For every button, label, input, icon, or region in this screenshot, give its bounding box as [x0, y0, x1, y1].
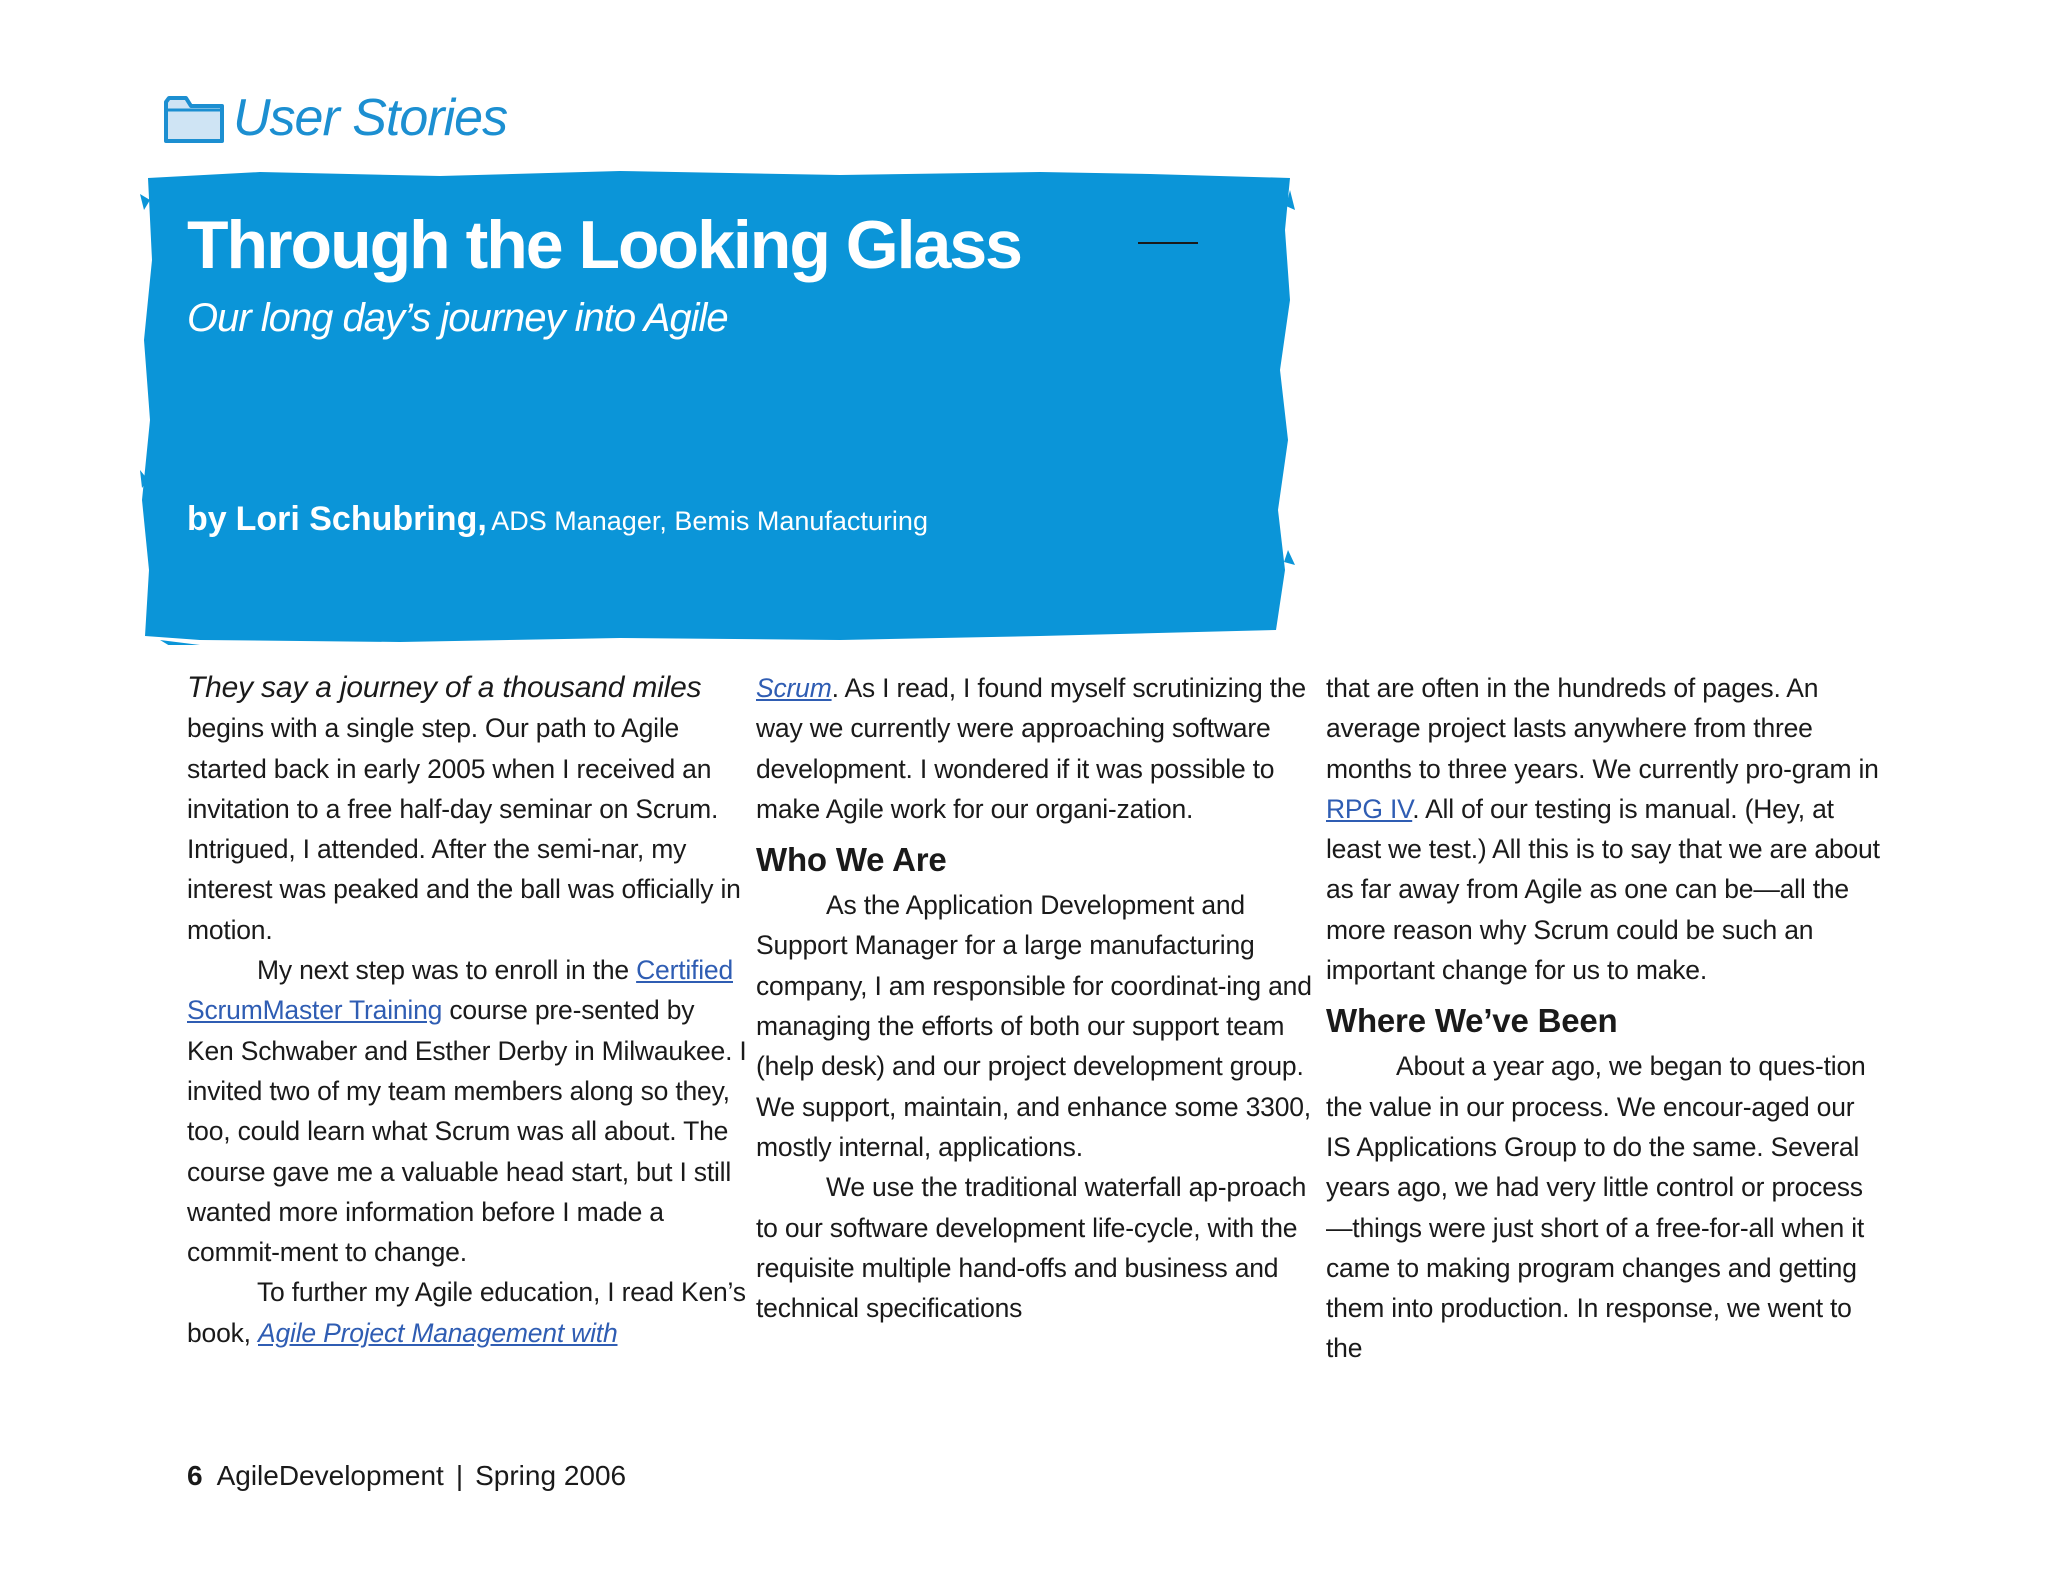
paragraph: My next step was to enroll in the Certified ScrumMaster Training course pre-sented by Ken Schwaber and Esther Derby in Milwaukee. I invited two of my team members along so they, too, could learn what Scrum was all about. The course gave me a valuable head start, but I still wanted more information before I made a commit-ment to change.	[187, 955, 747, 1268]
section-label-text: User Stories	[233, 89, 508, 147]
column-1	[187, 668, 747, 1353]
author-name: Lori Schubring,	[235, 500, 487, 538]
byline-prefix: by	[187, 500, 227, 538]
paragraph: We use the traditional waterfall ap-proach to our software development life-cycle, with the requisite multiple hand-offs and business and technical specifications	[756, 1172, 1307, 1324]
paragraph: that are often in the hundreds of pages. An average project lasts anywhere from three months to three years. We currently pro-gram in RPG IV. All of our testing is manual. (Hey, at least we test.) All this is to say that we are about as far away from Agile as one can be—all the more reason why Scrum could be such an important change for us to make.	[1326, 673, 1880, 986]
column-3	[1326, 668, 1886, 1369]
lead-in: They say a journey of a thousand miles	[187, 671, 702, 704]
article-subtitle: Our long day’s journey into Agile	[187, 296, 728, 340]
title-banner	[140, 170, 1295, 645]
folder-icon	[163, 92, 225, 144]
paragraph: Scrum. As I read, I found myself scrutinizing the way we currently were approaching software development. I wondered if it was possible to make Agile work for our organi-zation.	[756, 673, 1306, 824]
link-agile-project-management[interactable]: Agile Project Management with	[258, 1317, 618, 1348]
publication-name: AgileDevelopment	[216, 1460, 444, 1491]
link-scrum-book[interactable]: Scrum	[756, 673, 832, 703]
heading-where-weve-been: Where We’ve Been	[1326, 1002, 1618, 1040]
title-rule	[1138, 242, 1198, 244]
column-2	[756, 668, 1316, 1328]
link-rpg-iv[interactable]: RPG IV	[1326, 793, 1413, 824]
page-footer	[187, 1460, 626, 1492]
byline	[187, 500, 928, 539]
paragraph: They say a journey of a thousand miles begins with a single step. Our path to Agile started back in early 2005 when I received an invitation to a free half-day seminar on Scrum. Intrigued, I attended. After the semi-nar, my interest was peaked and the ball was officially in motion.	[187, 671, 741, 945]
article-title: Through the Looking Glass	[187, 207, 1021, 283]
footer-separator: |	[455, 1460, 464, 1491]
paragraph: To further my Agile education, I read Ken’s book, Agile Project Management with	[187, 1277, 746, 1348]
heading-who-we-are: Who We Are	[756, 841, 947, 879]
paragraph: About a year ago, we began to ques-tion the value in our process. We encour-aged our IS Applications Group to do the same. Several years ago, we had very little control or process—things were just short of a free-for-all when it came to making program changes and getting them into production. In response, we went to the	[1326, 1051, 1866, 1364]
section-label	[163, 88, 507, 148]
issue-date: Spring 2006	[475, 1460, 627, 1491]
link-certified-scrummaster-training[interactable]: Certified ScrumMaster Training	[187, 955, 733, 1026]
paragraph: As the Application Development and Support Manager for a large manufacturing company, I am responsible for coordinat-ing and managing the efforts of both our support team (help desk) and our project development group. We support, maintain, and enhance some 3300, mostly internal, applications.	[756, 890, 1312, 1162]
author-role: ADS Manager, Bemis Manufacturing	[491, 506, 928, 536]
page-number: 6	[187, 1460, 203, 1491]
